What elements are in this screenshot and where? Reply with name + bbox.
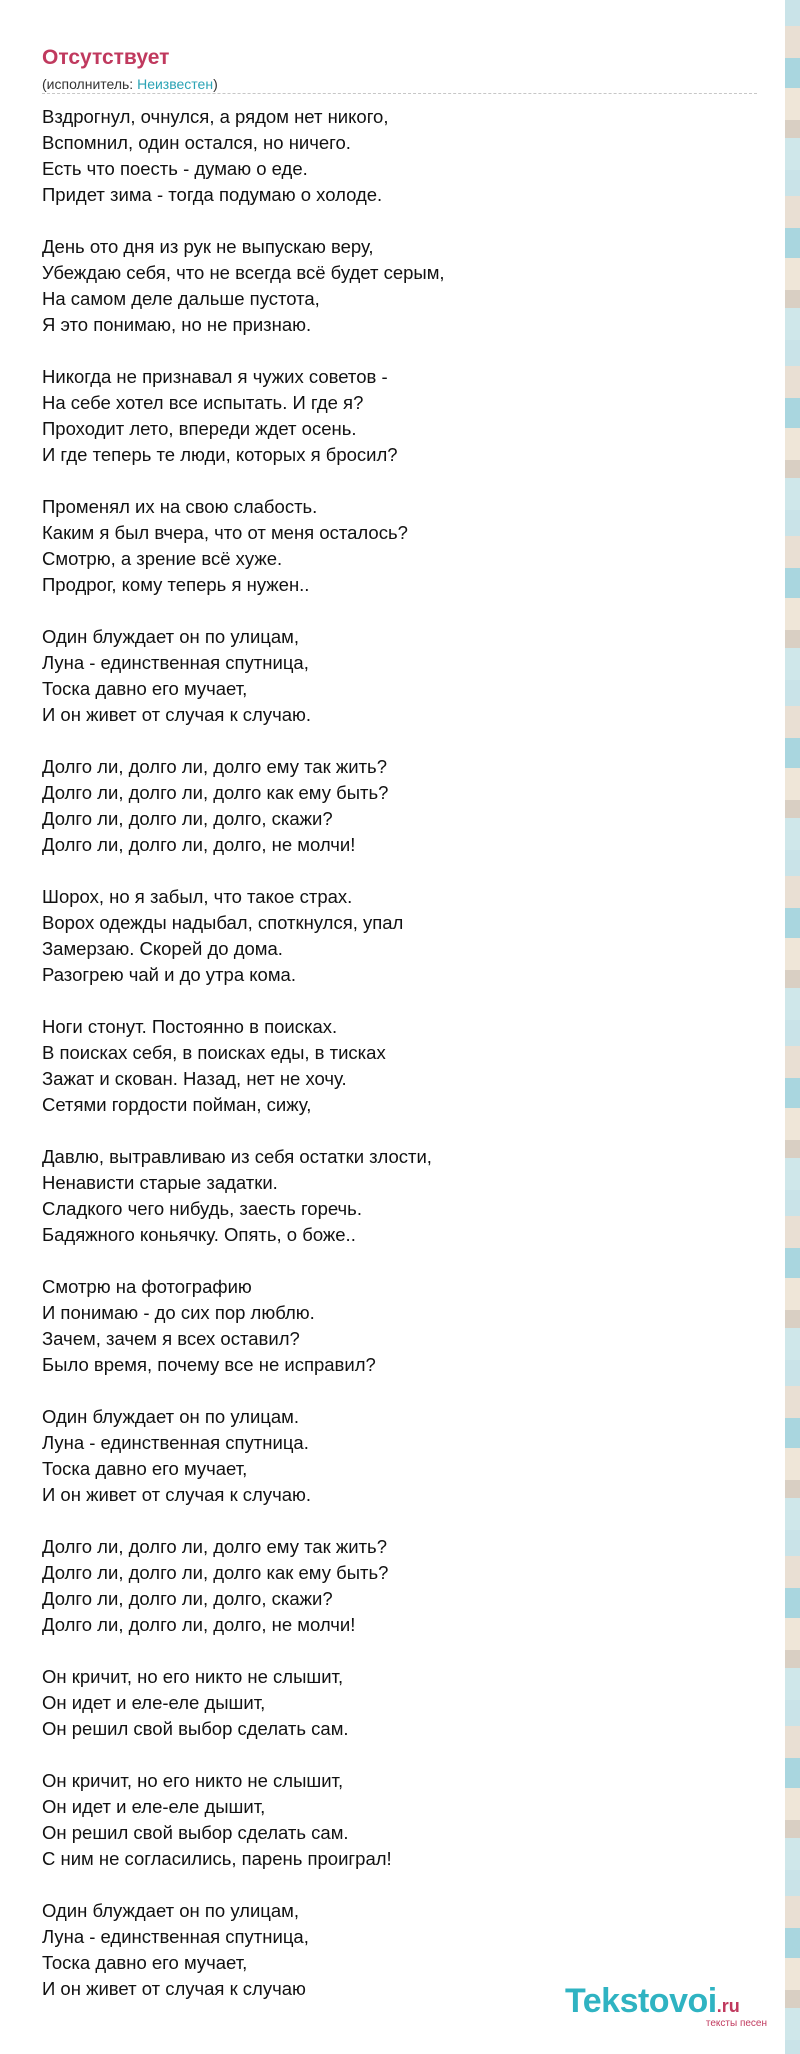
lyrics-stanza [42, 234, 757, 338]
lyrics-line: Шорох, но я забыл, что такое страх. [42, 886, 353, 907]
lyrics-line: Долго ли, долго ли, долго как ему быть? [42, 1562, 389, 1583]
lyrics-line: Один блуждает он по улицам, [42, 1900, 300, 1921]
lyrics-line: И где теперь те люди, которых я бросил? [42, 444, 398, 465]
lyrics-line: Тоска давно его мучает, [42, 678, 248, 699]
subtitle-suffix: ) [213, 76, 218, 92]
subtitle-prefix: (исполнитель: [42, 76, 138, 92]
lyrics-line: Давлю, вытравливаю из себя остатки злости, [42, 1146, 432, 1167]
lyrics-line: Луна - единственная спутница, [42, 652, 309, 673]
lyrics-line: Долго ли, долго ли, долго, не молчи! [42, 1614, 356, 1635]
lyrics-line: В поисках себя, в поисках еды, в тисках [42, 1042, 386, 1063]
lyrics-line: Зажат и скован. Назад, нет не хочу. [42, 1068, 347, 1089]
lyrics-line: Вспомнил, один остался, но ничего. [42, 132, 351, 153]
artist-link[interactable]: Неизвестен [137, 76, 214, 92]
lyrics-line: И он живет от случая к случаю [42, 1978, 306, 1999]
logo-tagline: тексты песен [705, 2018, 767, 2029]
lyrics-line: Променял их на свою слабость. [42, 496, 318, 517]
header-divider [42, 93, 757, 94]
lyrics-line: Он решил свой выбор сделать сам. [42, 1822, 349, 1843]
lyrics-line: И понимаю - до сих пор люблю. [42, 1302, 315, 1323]
lyrics-stanza [42, 1768, 757, 1872]
lyrics-line: Смотрю, а зрение всё хуже. [42, 548, 283, 569]
lyrics-line: Долго ли, долго ли, долго как ему быть? [42, 782, 389, 803]
lyrics-stanza [42, 1404, 757, 1508]
lyrics-line: Проходит лето, впереди ждет осень. [42, 418, 357, 439]
song-subtitle [42, 75, 757, 93]
lyrics-line: На самом деле дальше пустота, [42, 288, 320, 309]
lyrics-line: Долго ли, долго ли, долго, скажи? [42, 1588, 333, 1609]
lyrics-line: Долго ли, долго ли, долго ему так жить? [42, 1536, 387, 1557]
lyrics-line: Каким я был вчера, что от меня осталось? [42, 522, 408, 543]
lyrics-line: Он идет и еле-еле дышит, [42, 1692, 266, 1713]
lyrics-stanza [42, 624, 757, 728]
lyrics-stanza [42, 754, 757, 858]
lyrics-line: Луна - единственная спутница. [42, 1432, 309, 1453]
lyrics-line: Убеждаю себя, что не всегда всё будет серым, [42, 262, 445, 283]
lyrics-stanza [42, 1534, 757, 1638]
song-header [42, 44, 757, 93]
lyrics-stanza [42, 364, 757, 468]
lyrics-line: Придет зима - тогда подумаю о холоде. [42, 184, 383, 205]
lyrics-line: Луна - единственная спутница, [42, 1926, 309, 1947]
lyrics-line: Ворох одежды надыбал, споткнулся, упал [42, 912, 404, 933]
lyrics-line: Один блуждает он по улицам, [42, 626, 300, 647]
lyrics-line: Разогрею чай и до утра кома. [42, 964, 296, 985]
lyrics-line: С ним не согласились, парень проиграл! [42, 1848, 392, 1869]
lyrics-line: Долго ли, долго ли, долго, не молчи! [42, 834, 356, 855]
lyrics-line: Долго ли, долго ли, долго ему так жить? [42, 756, 387, 777]
lyrics-line: Долго ли, долго ли, долго, скажи? [42, 808, 333, 829]
lyrics-line: Он идет и еле-еле дышит, [42, 1796, 266, 1817]
lyrics-stanza [42, 1014, 757, 1118]
lyrics-line: Он кричит, но его никто не слышит, [42, 1666, 344, 1687]
lyrics-stanza [42, 884, 757, 988]
lyrics-stanza [42, 494, 757, 598]
lyrics-stanza [42, 1144, 757, 1248]
lyrics-line: Смотрю на фотографию [42, 1276, 252, 1297]
lyrics-line: Было время, почему все не исправил? [42, 1354, 376, 1375]
lyrics-line: И он живет от случая к случаю. [42, 704, 312, 725]
logo-name: Tekstovoi [565, 1982, 717, 2020]
lyrics-line: Я это понимаю, но не признаю. [42, 314, 312, 335]
lyrics-stanza [42, 1664, 757, 1742]
lyrics-line: Он решил свой выбор сделать сам. [42, 1718, 349, 1739]
lyrics-line: Ненависти старые задатки. [42, 1172, 278, 1193]
lyrics-body [42, 104, 757, 2002]
lyrics-line: Вздрогнул, очнулся, а рядом нет никого, [42, 106, 389, 127]
lyrics-line: И он живет от случая к случаю. [42, 1484, 312, 1505]
lyrics-stanza [42, 1274, 757, 1378]
lyrics-line: Один блуждает он по улицам. [42, 1406, 300, 1427]
song-title: Отсутствует [42, 46, 170, 69]
lyrics-line: Ноги стонут. Постоянно в поисках. [42, 1016, 338, 1037]
lyrics-stanza [42, 104, 757, 208]
lyrics-line: Он кричит, но его никто не слышит, [42, 1770, 344, 1791]
lyrics-line: Продрог, кому теперь я нужен.. [42, 574, 310, 595]
lyrics-line: Бадяжного коньячку. Опять, о боже.. [42, 1224, 356, 1245]
lyrics-line: Замерзаю. Скорей до дома. [42, 938, 283, 959]
lyrics-line: Сладкого чего нибудь, заесть горечь. [42, 1198, 362, 1219]
lyrics-line: На себе хотел все испытать. И где я? [42, 392, 364, 413]
logo-tld: .ru [716, 1996, 740, 2016]
lyrics-line: Никогда не признавал я чужих советов - [42, 366, 388, 387]
lyrics-line: День ото дня из рук не выпускаю веру, [42, 236, 374, 257]
lyrics-line: Есть что поесть - думаю о еде. [42, 158, 308, 179]
lyrics-line: Сетями гордости пойман, сижу, [42, 1094, 312, 1115]
lyrics-line: Тоска давно его мучает, [42, 1952, 248, 1973]
lyrics-line: Тоска давно его мучает, [42, 1458, 248, 1479]
lyrics-line: Зачем, зачем я всех оставил? [42, 1328, 300, 1349]
site-logo[interactable] [565, 1982, 775, 2032]
